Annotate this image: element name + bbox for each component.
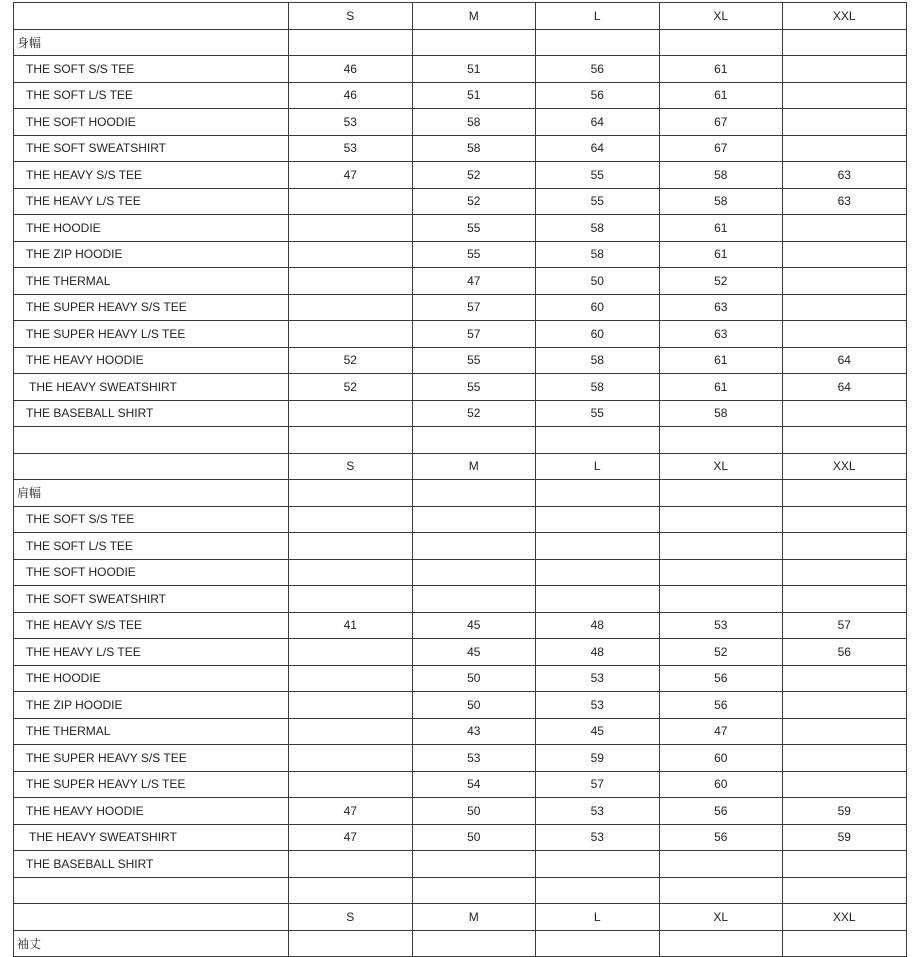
section-title-row bbox=[14, 480, 907, 507]
size-header-cell[interactable]: XL bbox=[659, 3, 783, 30]
measurement-cell[interactable]: 59 bbox=[783, 824, 907, 851]
empty-cell[interactable] bbox=[783, 427, 907, 454]
product-name-cell[interactable]: THE SOFT L/S TEE bbox=[14, 533, 289, 560]
size-header-cell[interactable]: XL bbox=[659, 453, 783, 480]
measurement-cell[interactable] bbox=[783, 692, 907, 719]
measurement-cell[interactable]: 57 bbox=[412, 294, 536, 321]
measurement-cell[interactable]: 52 bbox=[659, 268, 783, 295]
measurement-cell[interactable] bbox=[783, 400, 907, 427]
empty-cell[interactable] bbox=[783, 29, 907, 56]
measurement-cell[interactable] bbox=[783, 135, 907, 162]
measurement-cell[interactable]: 53 bbox=[412, 745, 536, 772]
empty-cell[interactable] bbox=[783, 930, 907, 957]
empty-cell[interactable] bbox=[783, 877, 907, 904]
empty-cell[interactable] bbox=[783, 480, 907, 507]
measurement-cell[interactable] bbox=[659, 533, 783, 560]
empty-cell[interactable] bbox=[289, 480, 413, 507]
measurement-cell[interactable] bbox=[289, 692, 413, 719]
measurement-cell[interactable]: 56 bbox=[659, 665, 783, 692]
measurement-cell[interactable]: 48 bbox=[536, 639, 660, 666]
size-header-cell[interactable]: L bbox=[536, 904, 660, 931]
measurement-cell[interactable] bbox=[289, 745, 413, 772]
measurement-cell[interactable] bbox=[659, 851, 783, 878]
product-name-cell[interactable]: THE THERMAL bbox=[14, 718, 289, 745]
measurement-cell[interactable]: 67 bbox=[659, 135, 783, 162]
measurement-cell[interactable]: 50 bbox=[412, 665, 536, 692]
measurement-cell[interactable] bbox=[536, 586, 660, 613]
measurement-cell[interactable]: 54 bbox=[412, 771, 536, 798]
table-row bbox=[14, 506, 907, 533]
measurement-cell[interactable]: 63 bbox=[783, 188, 907, 215]
measurement-cell[interactable] bbox=[783, 745, 907, 772]
table-row bbox=[14, 294, 907, 321]
size-header-row bbox=[14, 904, 907, 931]
empty-cell[interactable] bbox=[536, 877, 660, 904]
measurement-cell[interactable]: 60 bbox=[659, 745, 783, 772]
size-header-row bbox=[14, 3, 907, 30]
measurement-cell[interactable] bbox=[289, 241, 413, 268]
measurement-cell[interactable] bbox=[783, 718, 907, 745]
measurement-cell[interactable]: 52 bbox=[659, 639, 783, 666]
table-row bbox=[14, 241, 907, 268]
table-row bbox=[14, 268, 907, 295]
product-name-cell[interactable]: THE SUPER HEAVY L/S TEE bbox=[14, 771, 289, 798]
measurement-cell[interactable]: 46 bbox=[289, 56, 413, 83]
table-row bbox=[14, 82, 907, 109]
measurement-cell[interactable]: 63 bbox=[659, 321, 783, 348]
product-name-cell[interactable]: THE SOFT HOODIE bbox=[14, 109, 289, 136]
measurement-cell[interactable]: 61 bbox=[659, 82, 783, 109]
table-row bbox=[14, 586, 907, 613]
table-row bbox=[14, 824, 907, 851]
measurement-cell[interactable]: 53 bbox=[536, 824, 660, 851]
empty-cell[interactable] bbox=[289, 427, 413, 454]
table-row bbox=[14, 612, 907, 639]
product-name-cell[interactable]: THE SOFT HOODIE bbox=[14, 559, 289, 586]
product-name-cell[interactable]: THE HEAVY L/S TEE bbox=[14, 639, 289, 666]
measurement-cell[interactable]: 53 bbox=[536, 798, 660, 825]
table-row bbox=[14, 798, 907, 825]
product-name-cell[interactable]: THE SUPER HEAVY L/S TEE bbox=[14, 321, 289, 348]
measurement-cell[interactable] bbox=[783, 771, 907, 798]
measurement-cell[interactable] bbox=[289, 718, 413, 745]
product-name-cell[interactable]: THE HEAVY L/S TEE bbox=[14, 188, 289, 215]
measurement-cell[interactable] bbox=[289, 771, 413, 798]
measurement-cell[interactable]: 55 bbox=[536, 400, 660, 427]
measurement-cell[interactable]: 58 bbox=[659, 188, 783, 215]
measurement-cell[interactable]: 56 bbox=[659, 692, 783, 719]
product-name-cell[interactable]: THE HEAVY SWEATSHIRT bbox=[14, 374, 289, 401]
measurement-cell[interactable] bbox=[536, 533, 660, 560]
empty-cell[interactable] bbox=[412, 29, 536, 56]
measurement-cell[interactable]: 51 bbox=[412, 82, 536, 109]
section-title-row bbox=[14, 29, 907, 56]
size-header-cell[interactable]: XXL bbox=[783, 3, 907, 30]
measurement-cell[interactable]: 58 bbox=[412, 109, 536, 136]
measurement-cell[interactable] bbox=[536, 851, 660, 878]
table-row bbox=[14, 135, 907, 162]
product-name-cell[interactable]: THE SOFT SWEATSHIRT bbox=[14, 586, 289, 613]
table-row bbox=[14, 162, 907, 189]
measurement-cell[interactable]: 58 bbox=[536, 347, 660, 374]
measurement-cell[interactable]: 52 bbox=[412, 188, 536, 215]
measurement-cell[interactable]: 53 bbox=[536, 692, 660, 719]
table-row bbox=[14, 745, 907, 772]
measurement-cell[interactable] bbox=[289, 321, 413, 348]
table-row bbox=[14, 718, 907, 745]
measurement-cell[interactable] bbox=[289, 665, 413, 692]
measurement-cell[interactable] bbox=[289, 188, 413, 215]
measurement-cell[interactable]: 59 bbox=[536, 745, 660, 772]
measurement-cell[interactable]: 57 bbox=[783, 612, 907, 639]
product-name-cell[interactable]: THE HEAVY HOODIE bbox=[14, 798, 289, 825]
measurement-cell[interactable]: 58 bbox=[536, 374, 660, 401]
measurement-cell[interactable] bbox=[412, 851, 536, 878]
empty-cell[interactable] bbox=[14, 877, 289, 904]
measurement-cell[interactable] bbox=[783, 268, 907, 295]
measurement-cell[interactable] bbox=[289, 294, 413, 321]
section-title-cell[interactable]: 身幅 bbox=[14, 29, 289, 56]
measurement-cell[interactable]: 47 bbox=[289, 824, 413, 851]
measurement-cell[interactable] bbox=[412, 586, 536, 613]
measurement-cell[interactable]: 47 bbox=[289, 798, 413, 825]
measurement-cell[interactable] bbox=[412, 533, 536, 560]
measurement-cell[interactable]: 56 bbox=[659, 824, 783, 851]
measurement-cell[interactable]: 53 bbox=[536, 665, 660, 692]
measurement-cell[interactable]: 41 bbox=[289, 612, 413, 639]
measurement-cell[interactable] bbox=[783, 586, 907, 613]
size-header-cell[interactable]: M bbox=[412, 3, 536, 30]
measurement-cell[interactable] bbox=[783, 851, 907, 878]
product-name-cell[interactable]: THE SOFT S/S TEE bbox=[14, 506, 289, 533]
measurement-cell[interactable]: 64 bbox=[536, 135, 660, 162]
size-header-cell[interactable]: S bbox=[289, 453, 413, 480]
table-row bbox=[14, 215, 907, 242]
measurement-cell[interactable] bbox=[289, 533, 413, 560]
measurement-cell[interactable]: 55 bbox=[412, 374, 536, 401]
measurement-cell[interactable] bbox=[783, 294, 907, 321]
measurement-cell[interactable] bbox=[412, 506, 536, 533]
table-row bbox=[14, 109, 907, 136]
measurement-cell[interactable]: 52 bbox=[412, 400, 536, 427]
measurement-cell[interactable]: 57 bbox=[412, 321, 536, 348]
measurement-cell[interactable] bbox=[783, 506, 907, 533]
measurement-cell[interactable]: 55 bbox=[412, 215, 536, 242]
measurement-cell[interactable]: 58 bbox=[659, 162, 783, 189]
size-chart-table bbox=[13, 2, 907, 957]
empty-cell[interactable] bbox=[412, 480, 536, 507]
size-header-cell[interactable]: M bbox=[412, 904, 536, 931]
measurement-cell[interactable]: 45 bbox=[536, 718, 660, 745]
table-row bbox=[14, 56, 907, 83]
measurement-cell[interactable] bbox=[289, 215, 413, 242]
table-row bbox=[14, 347, 907, 374]
measurement-cell[interactable] bbox=[412, 559, 536, 586]
measurement-cell[interactable]: 61 bbox=[659, 374, 783, 401]
measurement-cell[interactable]: 43 bbox=[412, 718, 536, 745]
empty-cell[interactable] bbox=[536, 930, 660, 957]
measurement-cell[interactable]: 60 bbox=[659, 771, 783, 798]
product-name-cell[interactable]: THE SOFT S/S TEE bbox=[14, 56, 289, 83]
measurement-cell[interactable]: 58 bbox=[659, 400, 783, 427]
empty-cell[interactable] bbox=[536, 427, 660, 454]
measurement-cell[interactable]: 58 bbox=[536, 215, 660, 242]
table-row bbox=[14, 321, 907, 348]
measurement-cell[interactable]: 55 bbox=[412, 241, 536, 268]
empty-cell[interactable] bbox=[14, 904, 289, 931]
measurement-cell[interactable]: 58 bbox=[536, 241, 660, 268]
measurement-cell[interactable]: 50 bbox=[412, 824, 536, 851]
size-header-cell[interactable]: XL bbox=[659, 904, 783, 931]
measurement-cell[interactable]: 61 bbox=[659, 241, 783, 268]
empty-cell[interactable] bbox=[536, 29, 660, 56]
measurement-cell[interactable] bbox=[289, 268, 413, 295]
measurement-cell[interactable]: 45 bbox=[412, 639, 536, 666]
product-name-cell[interactable]: THE HEAVY S/S TEE bbox=[14, 162, 289, 189]
product-name-cell[interactable]: THE BASEBALL SHIRT bbox=[14, 851, 289, 878]
measurement-cell[interactable]: 58 bbox=[412, 135, 536, 162]
measurement-cell[interactable] bbox=[289, 559, 413, 586]
section-title-cell[interactable]: 肩幅 bbox=[14, 480, 289, 507]
measurement-cell[interactable] bbox=[289, 851, 413, 878]
empty-cell[interactable] bbox=[289, 930, 413, 957]
table-row bbox=[14, 665, 907, 692]
measurement-cell[interactable] bbox=[783, 321, 907, 348]
table-row bbox=[14, 533, 907, 560]
measurement-cell[interactable]: 55 bbox=[536, 188, 660, 215]
measurement-cell[interactable]: 52 bbox=[289, 347, 413, 374]
product-name-cell[interactable]: THE SOFT SWEATSHIRT bbox=[14, 135, 289, 162]
measurement-cell[interactable]: 56 bbox=[659, 798, 783, 825]
size-header-cell[interactable]: XXL bbox=[783, 453, 907, 480]
empty-cell[interactable] bbox=[14, 453, 289, 480]
measurement-cell[interactable] bbox=[659, 586, 783, 613]
measurement-cell[interactable]: 47 bbox=[659, 718, 783, 745]
blank-row bbox=[14, 427, 907, 454]
measurement-cell[interactable] bbox=[289, 639, 413, 666]
size-header-cell[interactable]: L bbox=[536, 3, 660, 30]
measurement-cell[interactable] bbox=[659, 506, 783, 533]
product-name-cell[interactable]: THE HEAVY S/S TEE bbox=[14, 612, 289, 639]
measurement-cell[interactable]: 64 bbox=[536, 109, 660, 136]
table-row bbox=[14, 771, 907, 798]
size-chart-sheet bbox=[13, 2, 907, 957]
empty-cell[interactable] bbox=[412, 930, 536, 957]
measurement-cell[interactable] bbox=[783, 533, 907, 560]
measurement-cell[interactable]: 50 bbox=[536, 268, 660, 295]
measurement-cell[interactable]: 61 bbox=[659, 56, 783, 83]
product-name-cell[interactable]: THE ZIP HOODIE bbox=[14, 692, 289, 719]
measurement-cell[interactable] bbox=[783, 559, 907, 586]
measurement-cell[interactable] bbox=[783, 665, 907, 692]
empty-cell[interactable] bbox=[659, 29, 783, 56]
empty-cell[interactable] bbox=[536, 480, 660, 507]
measurement-cell[interactable]: 55 bbox=[536, 162, 660, 189]
product-name-cell[interactable]: THE HOODIE bbox=[14, 665, 289, 692]
measurement-cell[interactable] bbox=[289, 400, 413, 427]
measurement-cell[interactable]: 55 bbox=[412, 347, 536, 374]
measurement-cell[interactable]: 48 bbox=[536, 612, 660, 639]
measurement-cell[interactable] bbox=[783, 215, 907, 242]
measurement-cell[interactable]: 57 bbox=[536, 771, 660, 798]
measurement-cell[interactable]: 64 bbox=[783, 374, 907, 401]
measurement-cell[interactable]: 50 bbox=[412, 692, 536, 719]
table-row bbox=[14, 400, 907, 427]
table-row bbox=[14, 559, 907, 586]
measurement-cell[interactable]: 67 bbox=[659, 109, 783, 136]
product-name-cell[interactable]: THE THERMAL bbox=[14, 268, 289, 295]
empty-cell[interactable] bbox=[412, 877, 536, 904]
empty-cell[interactable] bbox=[14, 3, 289, 30]
measurement-cell[interactable]: 51 bbox=[412, 56, 536, 83]
product-name-cell[interactable]: THE ZIP HOODIE bbox=[14, 241, 289, 268]
table-row bbox=[14, 374, 907, 401]
measurement-cell[interactable]: 63 bbox=[783, 162, 907, 189]
product-name-cell[interactable]: THE SOFT L/S TEE bbox=[14, 82, 289, 109]
measurement-cell[interactable]: 61 bbox=[659, 215, 783, 242]
product-name-cell[interactable]: THE HEAVY HOODIE bbox=[14, 347, 289, 374]
empty-cell[interactable] bbox=[14, 427, 289, 454]
empty-cell[interactable] bbox=[659, 480, 783, 507]
empty-cell[interactable] bbox=[289, 877, 413, 904]
size-header-row bbox=[14, 453, 907, 480]
measurement-cell[interactable]: 46 bbox=[289, 82, 413, 109]
measurement-cell[interactable]: 63 bbox=[659, 294, 783, 321]
measurement-cell[interactable] bbox=[289, 586, 413, 613]
empty-cell[interactable] bbox=[659, 877, 783, 904]
measurement-cell[interactable]: 60 bbox=[536, 294, 660, 321]
product-name-cell[interactable]: THE BASEBALL SHIRT bbox=[14, 400, 289, 427]
measurement-cell[interactable]: 50 bbox=[412, 798, 536, 825]
measurement-cell[interactable]: 52 bbox=[412, 162, 536, 189]
blank-row bbox=[14, 877, 907, 904]
measurement-cell[interactable] bbox=[536, 506, 660, 533]
measurement-cell[interactable]: 60 bbox=[536, 321, 660, 348]
measurement-cell[interactable] bbox=[289, 506, 413, 533]
section-title-cell[interactable]: 袖丈 bbox=[14, 930, 289, 957]
table-row bbox=[14, 639, 907, 666]
measurement-cell[interactable]: 56 bbox=[536, 56, 660, 83]
measurement-cell[interactable]: 59 bbox=[783, 798, 907, 825]
measurement-cell[interactable]: 47 bbox=[412, 268, 536, 295]
measurement-cell[interactable] bbox=[536, 559, 660, 586]
section-title-row bbox=[14, 930, 907, 957]
measurement-cell[interactable] bbox=[783, 56, 907, 83]
measurement-cell[interactable]: 56 bbox=[783, 639, 907, 666]
measurement-cell[interactable] bbox=[783, 82, 907, 109]
size-header-cell[interactable]: L bbox=[536, 453, 660, 480]
size-header-cell[interactable]: XXL bbox=[783, 904, 907, 931]
measurement-cell[interactable]: 47 bbox=[289, 162, 413, 189]
measurement-cell[interactable]: 53 bbox=[289, 109, 413, 136]
product-name-cell[interactable]: THE SUPER HEAVY S/S TEE bbox=[14, 745, 289, 772]
measurement-cell[interactable]: 52 bbox=[289, 374, 413, 401]
measurement-cell[interactable] bbox=[783, 241, 907, 268]
measurement-cell[interactable]: 56 bbox=[536, 82, 660, 109]
size-header-cell[interactable]: S bbox=[289, 904, 413, 931]
product-name-cell[interactable]: THE HEAVY SWEATSHIRT bbox=[14, 824, 289, 851]
measurement-cell[interactable]: 53 bbox=[289, 135, 413, 162]
size-header-cell[interactable]: M bbox=[412, 453, 536, 480]
measurement-cell[interactable]: 61 bbox=[659, 347, 783, 374]
table-row bbox=[14, 188, 907, 215]
product-name-cell[interactable]: THE SUPER HEAVY S/S TEE bbox=[14, 294, 289, 321]
measurement-cell[interactable]: 53 bbox=[659, 612, 783, 639]
product-name-cell[interactable]: THE HOODIE bbox=[14, 215, 289, 242]
empty-cell[interactable] bbox=[289, 29, 413, 56]
measurement-cell[interactable]: 64 bbox=[783, 347, 907, 374]
table-row bbox=[14, 851, 907, 878]
table-row bbox=[14, 692, 907, 719]
empty-cell[interactable] bbox=[659, 427, 783, 454]
measurement-cell[interactable]: 45 bbox=[412, 612, 536, 639]
measurement-cell[interactable] bbox=[659, 559, 783, 586]
size-header-cell[interactable]: S bbox=[289, 3, 413, 30]
empty-cell[interactable] bbox=[659, 930, 783, 957]
measurement-cell[interactable] bbox=[783, 109, 907, 136]
empty-cell[interactable] bbox=[412, 427, 536, 454]
